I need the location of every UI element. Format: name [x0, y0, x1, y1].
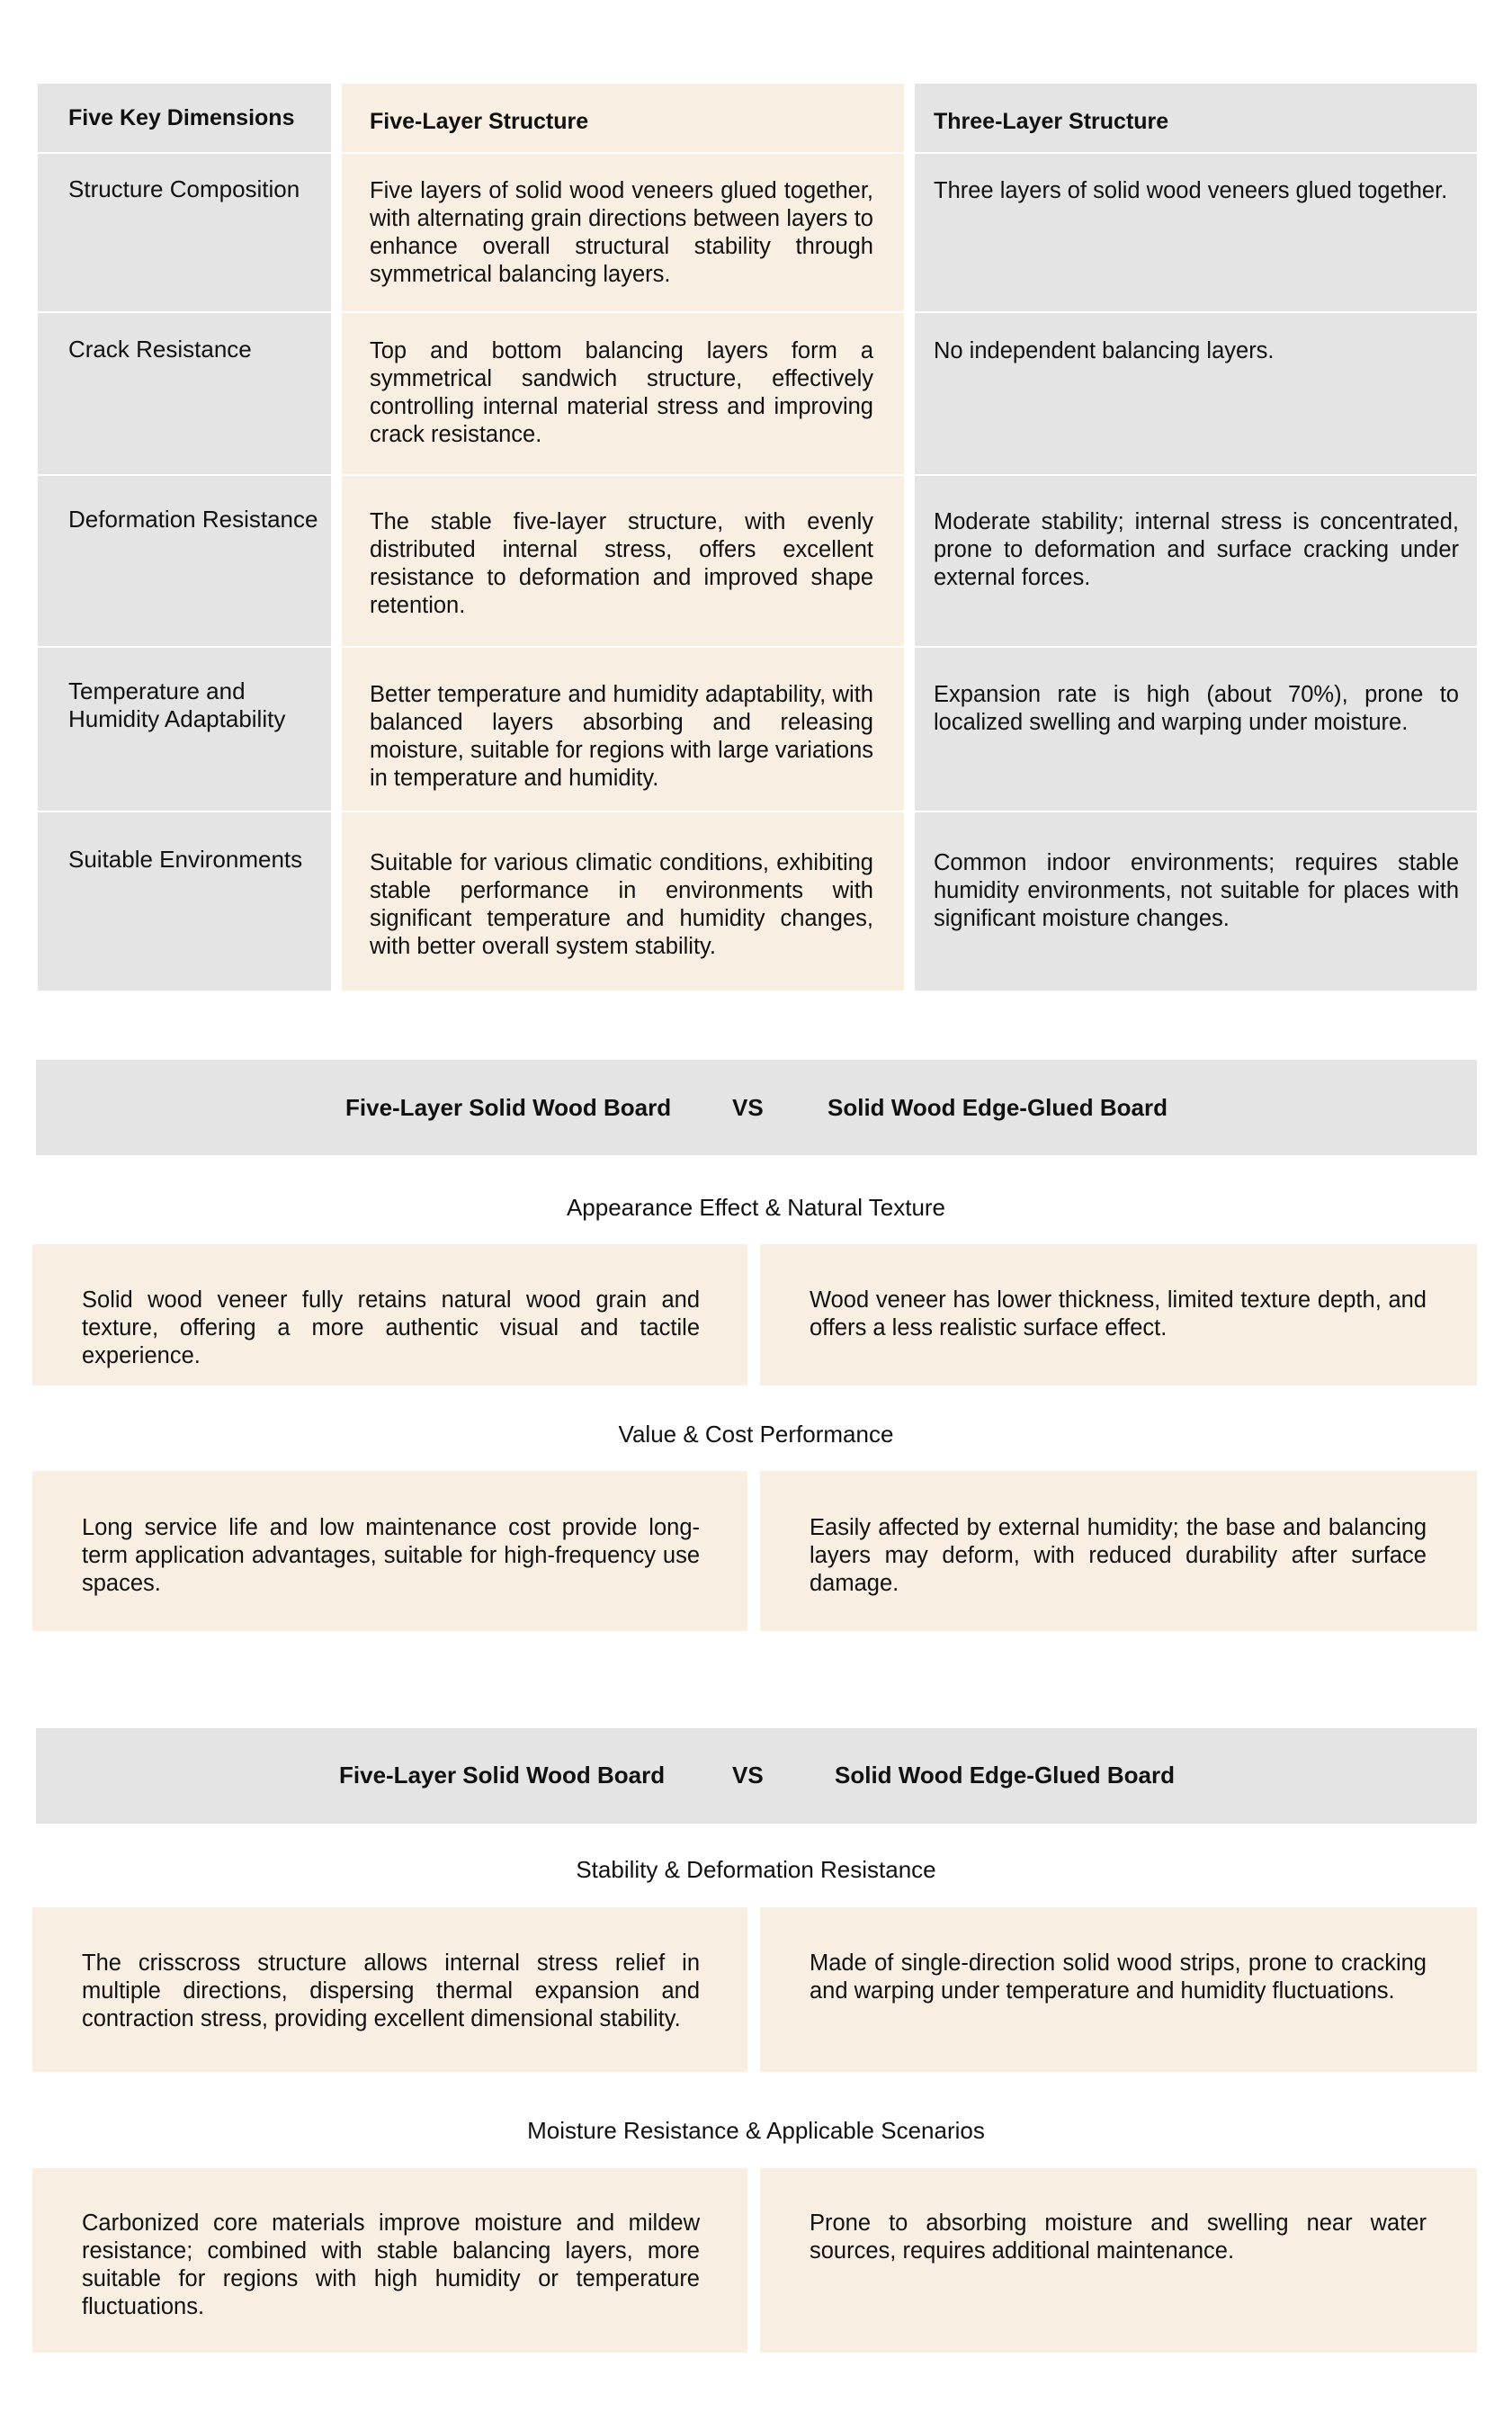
row-three-layer: Three layers of solid wood veneers glued together. [934, 178, 1448, 203]
header-five-layer-label: Five-Layer Structure [370, 109, 589, 134]
comparison-text-right: Made of single-direction solid wood strips, prone to cracking and warping under temperature and humidity fluctuations. [810, 1950, 1427, 2004]
row-five-layer: Better temperature and humidity adaptability, with balanced layers absorbing and releasing moisture, suitable for regions with large variations in temperature and humidity. [370, 682, 873, 791]
comparison-text-left: Long service life and low maintenance cost provide long-term application advantages, suitable for high-frequency use spaces. [82, 1515, 700, 1596]
comparison-text-right: Wood veneer has lower thickness, limited texture depth, and offers a less realistic surface effect. [810, 1287, 1427, 1340]
section-title: Appearance Effect & Natural Texture [566, 1194, 946, 1221]
vs-right-title: Solid Wood Edge-Glued Board [828, 1094, 1168, 1121]
comparison-text-left: The crisscross structure allows internal stress relief in multiple directions, dispersing thermal expansion and contraction stress, providing excellent dimensional stability. [82, 1950, 700, 2031]
row-five-layer: Suitable for various climatic conditions, exhibiting stable performance in environments with significant temperature and humidity changes, with better overall system stability. [370, 850, 873, 959]
comparison-text-right: Easily affected by external humidity; the base and balancing layers may deform, with reduced durability after surface damage. [810, 1515, 1427, 1596]
row-three-layer: Common indoor environments; requires stable humidity environments, not suitable for places with significant moisture changes. [934, 850, 1459, 931]
header-three-layer-label: Three-Layer Structure [934, 109, 1169, 134]
table-row [38, 476, 331, 646]
vs-label: VS [732, 1762, 764, 1789]
section-title: Value & Cost Performance [618, 1421, 894, 1448]
row-three-layer: Moderate stability; internal stress is concentrated, prone to deformation and surface cracking under external forces. [934, 509, 1459, 590]
row-dimension: Temperature and Humidity Adaptability [68, 677, 286, 732]
table-row [38, 812, 331, 991]
comparison-text-left: Solid wood veneer fully retains natural wood grain and texture, offering a more authentic visual and tactile experience. [82, 1287, 700, 1368]
vs-left-title: Five-Layer Solid Wood Board [345, 1094, 672, 1121]
vs-label: VS [732, 1094, 764, 1121]
row-dimension: Structure Composition [68, 175, 300, 202]
row-five-layer: Top and bottom balancing layers form a symmetrical sandwich structure, effectively controlling internal material stress and improving crack resistance. [370, 338, 873, 447]
section-title: Stability & Deformation Resistance [576, 1856, 936, 1883]
vs-left-title: Five-Layer Solid Wood Board [339, 1762, 666, 1789]
row-dimension: Suitable Environments [68, 846, 303, 873]
row-dimension: Crack Resistance [68, 336, 252, 363]
header-dimensions-label: Five Key Dimensions [68, 105, 295, 130]
row-five-layer: Five layers of solid wood veneers glued together, with alternating grain directions between layers to enhance overall structural stability through symmetrical balancing layers. [370, 178, 873, 287]
comparison-text-left: Carbonized core materials improve moisture and mildew resistance; combined with stable balancing layers, more suitable for regions with high humidity or temperature fluctuations. [82, 2210, 700, 2319]
comparison-text-right: Prone to absorbing moisture and swelling near water sources, requires additional maintenance. [810, 2210, 1427, 2264]
vs-right-title: Solid Wood Edge-Glued Board [835, 1762, 1175, 1789]
row-dimension: Deformation Resistance [68, 506, 318, 533]
section-title: Moisture Resistance & Applicable Scenarios [527, 2117, 985, 2144]
row-three-layer: Expansion rate is high (about 70%), prone to localized swelling and warping under moisture. [934, 682, 1459, 735]
row-five-layer: The stable five-layer structure, with evenly distributed internal stress, offers excellent resistance to deformation and improved shape retention. [370, 509, 873, 618]
row-three-layer: No independent balancing layers. [934, 338, 1275, 363]
